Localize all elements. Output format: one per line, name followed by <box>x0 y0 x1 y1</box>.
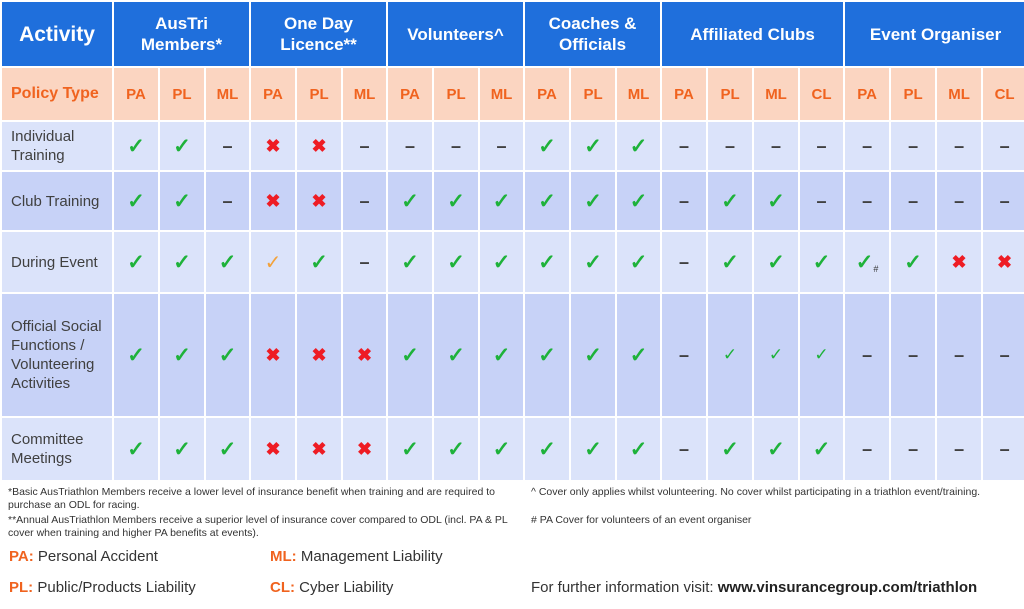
policy-code: ML <box>342 67 387 121</box>
dash-icon: – <box>908 190 919 211</box>
dash-icon: – <box>954 438 965 459</box>
dash-icon: – <box>771 135 782 156</box>
coverage-cell <box>205 293 250 417</box>
legend-code: ML: <box>270 548 297 565</box>
more-info <box>531 579 977 596</box>
policy-code: PL <box>296 67 342 121</box>
tick-icon: ✓ <box>538 437 556 461</box>
tick-icon: ✓ <box>173 437 191 461</box>
coverage-cell <box>159 121 205 171</box>
coverage-cell <box>479 231 524 293</box>
dash-icon: – <box>954 135 965 156</box>
coverage-cell <box>479 417 524 481</box>
coverage-cell <box>936 231 982 293</box>
coverage-cell <box>982 417 1024 481</box>
dash-icon: – <box>451 135 462 156</box>
coverage-cell <box>753 417 799 481</box>
coverage-cell <box>250 417 296 481</box>
coverage-cell <box>524 171 570 231</box>
coverage-cell <box>570 231 616 293</box>
tick-icon: ✓ <box>629 250 648 274</box>
tick-icon: ✓ <box>812 250 831 274</box>
tick-icon: ✓ <box>401 437 419 461</box>
coverage-cell <box>479 171 524 231</box>
tick-icon: ✓ <box>721 437 739 461</box>
coverage-cell <box>799 293 844 417</box>
tick-icon: ✓ <box>401 343 419 367</box>
tick-icon: ✓ <box>218 250 237 274</box>
coverage-cell <box>890 121 936 171</box>
coverage-cell <box>936 171 982 231</box>
coverage-cell <box>890 417 936 481</box>
coverage-cell <box>844 121 890 171</box>
table-body <box>1 121 1024 481</box>
policy-code: PL <box>707 67 753 121</box>
coverage-cell <box>205 417 250 481</box>
group-header: Coaches & Officials <box>524 1 661 67</box>
cross-icon: ✖ <box>356 438 373 459</box>
policy-code: PL <box>570 67 616 121</box>
policy-code: ML <box>616 67 661 121</box>
legend-pl <box>9 579 196 596</box>
policy-code: ML <box>936 67 982 121</box>
coverage-cell <box>296 171 342 231</box>
activity-label: Official Social Functions / Volunteering Activities <box>1 293 113 417</box>
coverage-cell <box>433 171 479 231</box>
tick-icon: ✓ <box>492 437 511 461</box>
coverage-cell <box>342 121 387 171</box>
coverage-cell <box>844 231 890 293</box>
tick-icon: ✓ <box>721 189 739 213</box>
coverage-cell <box>707 231 753 293</box>
dash-icon: – <box>862 344 873 365</box>
policy-code: PL <box>159 67 205 121</box>
legend-code: CL: <box>270 579 295 596</box>
group-header: Event Organiser <box>844 1 1024 67</box>
tick-icon: ✓ <box>127 437 145 461</box>
coverage-cell <box>799 231 844 293</box>
legend-pa <box>9 548 158 565</box>
coverage-cell <box>387 121 433 171</box>
tick-icon: ✓ <box>584 343 602 367</box>
tick-icon: ✓ <box>629 343 648 367</box>
cross-icon: ✖ <box>356 344 373 365</box>
coverage-cell <box>296 293 342 417</box>
footnote-volunteers: ^ Cover only applies whilst volunteering. No cover whilst participating in a triathlon event/training. <box>531 486 981 498</box>
tick-icon: ✓ <box>401 250 419 274</box>
coverage-cell <box>707 121 753 171</box>
coverage-cell <box>524 121 570 171</box>
coverage-cell <box>433 417 479 481</box>
tick-icon: ✓ <box>629 189 648 213</box>
tick-icon: ✓ <box>492 343 511 367</box>
coverage-cell <box>661 171 707 231</box>
dash-icon: – <box>999 135 1010 156</box>
tick-icon: ✓ <box>538 250 556 274</box>
coverage-cell <box>205 231 250 293</box>
coverage-cell <box>113 171 159 231</box>
coverage-cell <box>936 121 982 171</box>
coverage-cell <box>982 171 1024 231</box>
policy-code: PA <box>250 67 296 121</box>
dash-icon: – <box>862 438 873 459</box>
coverage-cell <box>661 121 707 171</box>
coverage-cell <box>250 231 296 293</box>
coverage-cell <box>753 293 799 417</box>
coverage-cell <box>433 293 479 417</box>
legend-text: Management Liability <box>300 548 443 565</box>
dash-icon: – <box>862 135 873 156</box>
dash-icon: – <box>359 251 370 272</box>
dash-icon: – <box>222 190 233 211</box>
coverage-cell <box>982 231 1024 293</box>
coverage-cell <box>707 417 753 481</box>
coverage-cell <box>982 293 1024 417</box>
tick-icon: ✓ <box>492 189 511 213</box>
coverage-cell <box>387 417 433 481</box>
cross-icon: ✖ <box>311 190 327 211</box>
more-info-prefix: For further information visit: <box>531 579 714 596</box>
table-row <box>1 293 1024 417</box>
tick-icon: ✓ <box>173 343 191 367</box>
tick-icon: ✓ <box>173 134 191 158</box>
table-row <box>1 417 1024 481</box>
tick-icon: ✓ <box>584 250 602 274</box>
activity-label: Committee Meetings <box>1 417 113 481</box>
legend-ml <box>270 548 443 565</box>
coverage-cell <box>113 121 159 171</box>
tick-icon: ✓ <box>584 134 602 158</box>
tick-icon: ✓ <box>904 250 922 274</box>
cross-icon: ✖ <box>311 344 327 365</box>
tick-icon: ✓ <box>218 343 237 367</box>
cross-icon: ✖ <box>311 438 327 459</box>
tick-icon: ✓ <box>310 250 328 274</box>
tick-icon: ✓ <box>218 437 237 461</box>
coverage-cell <box>936 417 982 481</box>
tick-icon: ✓ <box>173 250 191 274</box>
partial-tick-icon: ✓ <box>264 251 282 274</box>
header-row <box>1 1 1024 67</box>
footnote-basic-members: *Basic AusTriathlon Members receive a lower level of insurance benefit when training and are required to purchase an ODL for racing. <box>8 486 495 511</box>
coverage-cell <box>433 121 479 171</box>
legend-code: PL: <box>9 579 34 596</box>
cross-icon: ✖ <box>311 135 327 156</box>
cross-icon: ✖ <box>997 251 1013 272</box>
dash-icon: – <box>359 190 370 211</box>
legend-text: Personal Accident <box>37 548 158 565</box>
coverage-cell <box>753 171 799 231</box>
coverage-cell <box>433 231 479 293</box>
dash-icon: – <box>222 135 233 156</box>
coverage-cell <box>250 121 296 171</box>
coverage-cell <box>570 121 616 171</box>
coverage-cell <box>616 293 661 417</box>
coverage-cell <box>113 417 159 481</box>
tick-icon: ✓ <box>584 189 602 213</box>
tick-icon: ✓ <box>722 345 738 364</box>
activity-header: Activity <box>1 1 113 67</box>
coverage-cell <box>661 231 707 293</box>
legend-code: PA: <box>9 548 34 565</box>
table-row <box>1 231 1024 293</box>
legend-text: Cyber Liability <box>299 579 394 596</box>
coverage-cell <box>250 171 296 231</box>
tick-icon: ✓ <box>768 345 784 364</box>
coverage-cell <box>342 171 387 231</box>
coverage-cell <box>799 417 844 481</box>
coverage-cell <box>753 121 799 171</box>
dash-icon: – <box>679 344 690 365</box>
coverage-cell <box>936 293 982 417</box>
policy-code: ML <box>479 67 524 121</box>
coverage-cell <box>982 121 1024 171</box>
tick-icon: ✓ <box>721 250 739 274</box>
policy-code: PL <box>433 67 479 121</box>
coverage-cell <box>296 121 342 171</box>
dash-icon: – <box>496 135 507 156</box>
cross-icon: ✖ <box>265 190 281 211</box>
dash-icon: – <box>999 438 1010 459</box>
group-header: Volunteers^ <box>387 1 524 67</box>
dash-icon: – <box>679 135 690 156</box>
coverage-cell <box>844 293 890 417</box>
policy-code: PA <box>844 67 890 121</box>
tick-icon: ✓ <box>629 134 648 158</box>
dash-icon: – <box>908 438 919 459</box>
coverage-cell <box>159 171 205 231</box>
coverage-cell <box>616 417 661 481</box>
group-header: One Day Licence** <box>250 1 387 67</box>
tick-icon: ✓ <box>538 134 556 158</box>
footnote-hash: # PA Cover for volunteers of an event organiser <box>531 514 752 526</box>
coverage-cell <box>387 171 433 231</box>
coverage-cell <box>616 171 661 231</box>
coverage-cell <box>524 293 570 417</box>
group-header: Affiliated Clubs <box>661 1 844 67</box>
more-info-link[interactable]: www.vinsurancegroup.com/triathlon <box>717 579 978 596</box>
coverage-cell <box>479 121 524 171</box>
tick-icon: ✓ <box>447 343 465 367</box>
tick-icon: ✓ <box>538 189 556 213</box>
group-header: AusTri Members* <box>113 1 250 67</box>
coverage-cell <box>296 231 342 293</box>
coverage-cell <box>159 293 205 417</box>
dash-icon: – <box>862 190 873 211</box>
tick-icon: ✓ <box>447 437 465 461</box>
coverage-cell <box>753 231 799 293</box>
tick-icon: ✓ <box>447 189 465 213</box>
tick-icon: ✓ <box>855 250 874 274</box>
coverage-cell <box>890 293 936 417</box>
coverage-cell <box>799 121 844 171</box>
tick-icon: ✓ <box>447 250 465 274</box>
tick-icon: ✓ <box>767 437 785 461</box>
policy-code: PL <box>890 67 936 121</box>
legend-text: Public/Products Liability <box>37 579 196 596</box>
coverage-cell <box>570 293 616 417</box>
tick-icon: ✓ <box>814 345 829 364</box>
activity-label: Individual Training <box>1 121 113 171</box>
coverage-cell <box>205 171 250 231</box>
tick-icon: ✓ <box>401 189 419 213</box>
policy-type-row <box>1 67 1024 121</box>
dash-icon: – <box>999 190 1010 211</box>
table-row <box>1 121 1024 171</box>
dash-icon: – <box>954 344 965 365</box>
cross-icon: ✖ <box>265 438 281 459</box>
tick-icon: ✓ <box>173 189 191 213</box>
tick-icon: ✓ <box>812 437 831 461</box>
coverage-cell <box>387 231 433 293</box>
activity-label: During Event <box>1 231 113 293</box>
coverage-cell <box>890 171 936 231</box>
dash-icon: – <box>679 190 690 211</box>
coverage-cell <box>113 231 159 293</box>
coverage-cell <box>844 417 890 481</box>
cross-icon: ✖ <box>265 135 281 156</box>
coverage-cell <box>707 171 753 231</box>
dash-icon: – <box>679 251 690 272</box>
coverage-cell <box>342 231 387 293</box>
coverage-cell <box>524 231 570 293</box>
tick-icon: ✓ <box>127 343 145 367</box>
cross-icon: ✖ <box>951 251 967 272</box>
tick-icon: ✓ <box>584 437 602 461</box>
hash-marker: # <box>873 263 879 274</box>
footnote-annual-members: **Annual AusTriathlon Members receive a superior level of insurance cover compared to ODL (incl. PA & PL cover when training and higher PA benefits at events). <box>8 514 508 539</box>
coverage-cell <box>205 121 250 171</box>
coverage-cell <box>159 417 205 481</box>
dash-icon: – <box>908 135 919 156</box>
coverage-cell <box>890 231 936 293</box>
cross-icon: ✖ <box>265 344 281 365</box>
policy-code: ML <box>753 67 799 121</box>
table-row <box>1 171 1024 231</box>
dash-icon: – <box>679 438 690 459</box>
coverage-cell <box>479 293 524 417</box>
tick-icon: ✓ <box>767 189 785 213</box>
policy-code: PA <box>661 67 707 121</box>
legend-cl <box>270 579 393 596</box>
coverage-cell <box>113 293 159 417</box>
tick-icon: ✓ <box>538 343 556 367</box>
coverage-cell <box>342 293 387 417</box>
policy-code: CL <box>982 67 1024 121</box>
coverage-cell <box>661 293 707 417</box>
coverage-cell <box>296 417 342 481</box>
dash-icon: – <box>405 135 416 156</box>
tick-icon: ✓ <box>127 250 145 274</box>
policy-type-label: Policy Type <box>1 67 113 121</box>
coverage-cell <box>661 417 707 481</box>
coverage-cell <box>387 293 433 417</box>
coverage-cell <box>616 231 661 293</box>
policy-code: ML <box>205 67 250 121</box>
dash-icon: – <box>908 344 919 365</box>
dash-icon: – <box>954 190 965 211</box>
coverage-cell <box>844 171 890 231</box>
coverage-cell <box>707 293 753 417</box>
tick-icon: ✓ <box>492 250 511 274</box>
coverage-cell <box>570 417 616 481</box>
tick-icon: ✓ <box>127 189 145 213</box>
coverage-cell <box>250 293 296 417</box>
dash-icon: – <box>725 135 736 156</box>
coverage-cell <box>342 417 387 481</box>
coverage-cell <box>524 417 570 481</box>
coverage-cell <box>616 121 661 171</box>
dash-icon: – <box>999 344 1010 365</box>
policy-code: CL <box>799 67 844 121</box>
coverage-cell <box>159 231 205 293</box>
policy-code: PA <box>524 67 570 121</box>
dash-icon: – <box>816 190 827 211</box>
dash-icon: – <box>359 135 370 156</box>
dash-icon: – <box>816 135 827 156</box>
coverage-cell <box>799 171 844 231</box>
coverage-cell <box>570 171 616 231</box>
tick-icon: ✓ <box>127 134 145 158</box>
activity-label: Club Training <box>1 171 113 231</box>
policy-code: PA <box>387 67 433 121</box>
tick-icon: ✓ <box>767 250 785 274</box>
tick-icon: ✓ <box>629 437 648 461</box>
policy-code: PA <box>113 67 159 121</box>
